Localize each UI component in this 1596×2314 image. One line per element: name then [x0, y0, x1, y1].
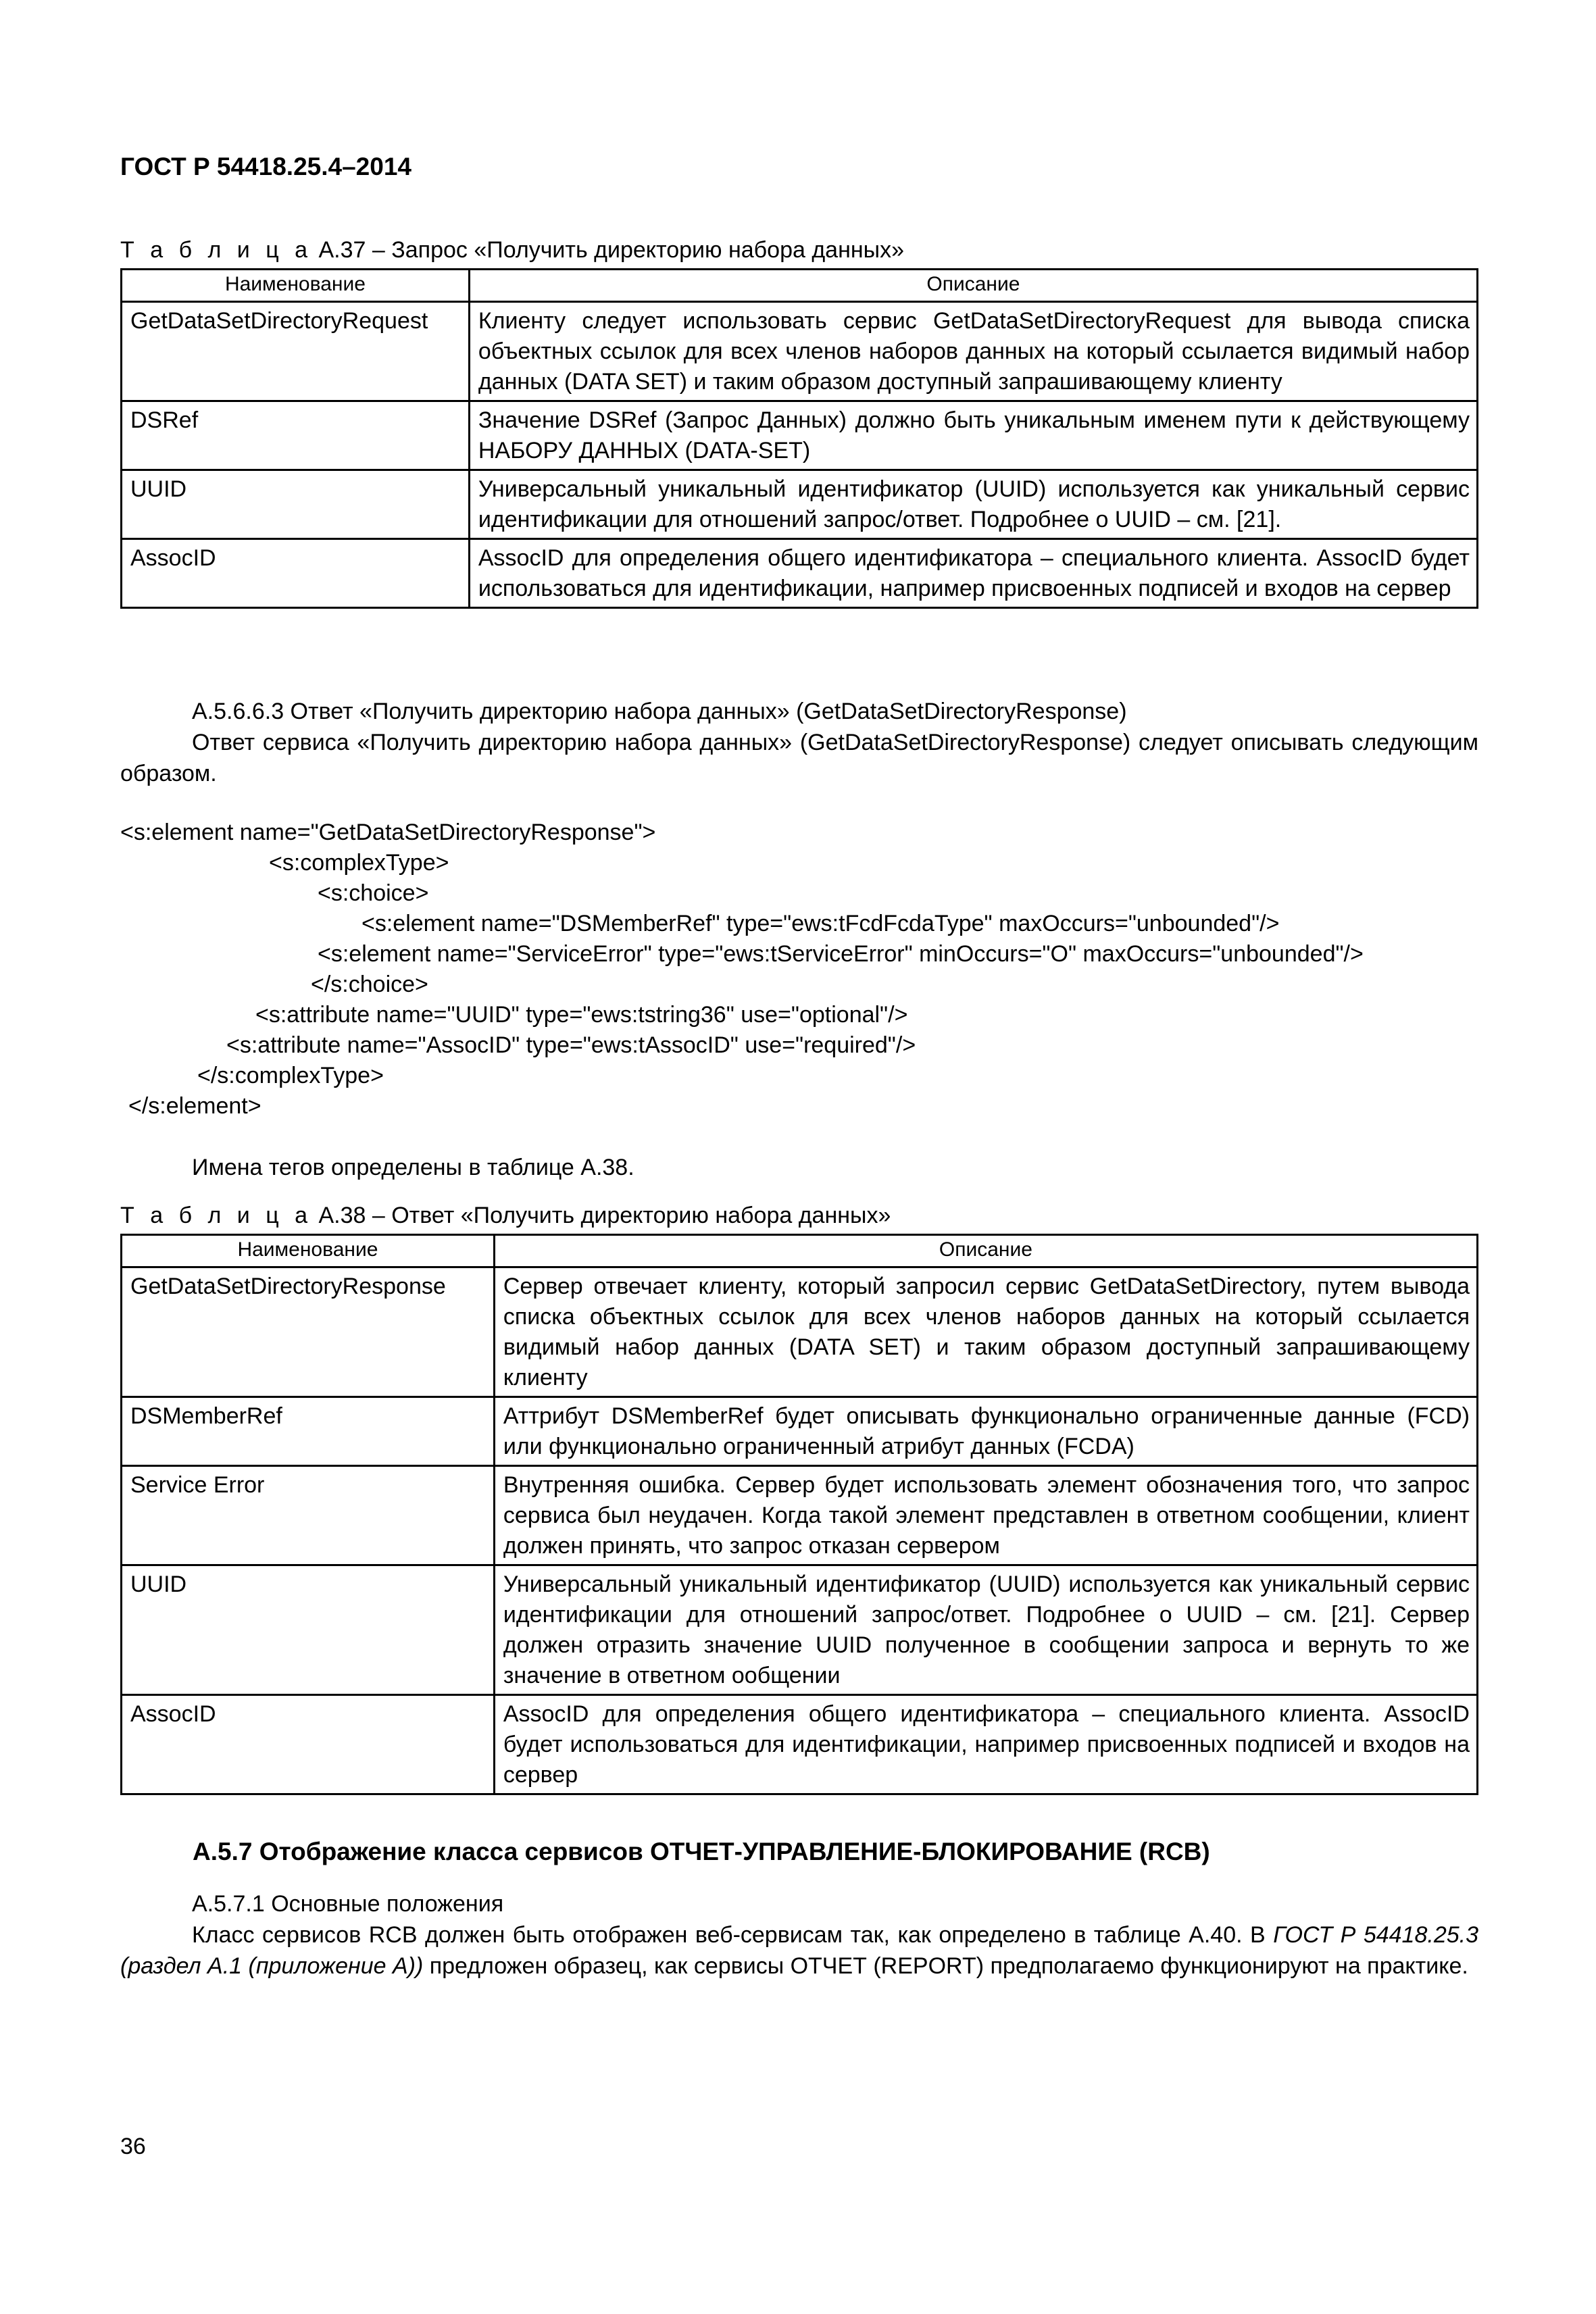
- table-37-header-row: [122, 270, 1478, 302]
- table-37: [120, 268, 1478, 609]
- table-cell-name: DSMemberRef: [122, 1397, 495, 1466]
- section-a57: [120, 1888, 1478, 1982]
- document-code: ГОСТ Р 54418.25.4–2014: [120, 153, 412, 180]
- table-cell-name: AssocID: [122, 1695, 495, 1794]
- table-37-caption: [120, 235, 904, 265]
- table-cell-desc: Универсальный уникальный идентификатор (UUID) используется как уникальный сервис идентификации для отношений запрос/ответ. Подробнее о UUID – см. [21]. Сервер должен отразить значение UUID полученное в сообщении запроса и вернуть то же значение в ответном ообщении: [494, 1565, 1477, 1695]
- code-line: </s:choice>: [311, 972, 428, 997]
- standard-reference: ГОСТ Р 54418.25.3 (раздел А.1 (приложение А)): [120, 1922, 1478, 1979]
- table-cell-name: AssocID: [122, 539, 470, 608]
- table-cell-name: Service Error: [122, 1466, 495, 1565]
- table-cell-desc: AssocID для определения общего идентификатора – специального клиента. AssocID будет использоваться для идентификации, например присвоенных подписей и входов на сервер: [469, 539, 1477, 608]
- code-line: </s:complexType>: [197, 1063, 384, 1088]
- table-cell-desc: Клиенту следует использовать сервис GetDataSetDirectoryRequest для вывода списка объектных ссылок для всех членов наборов данных на который ссылается видимый набор данных (DATA SET) и таким образом доступный запрашивающему клиенту: [469, 302, 1477, 401]
- table-cell-desc: Аттрибут DSMemberRef будет описывать функционально ограниченные данные (FCD) или функционально ограниченный атрибут данных (FCDA): [494, 1397, 1477, 1466]
- table-37-col-name: Наименование: [122, 270, 470, 302]
- table-row: [122, 302, 1478, 401]
- section-a571-heading: А.5.7.1 Основные положения: [192, 1891, 504, 1917]
- table-row: [122, 1695, 1478, 1794]
- section-a57-title: А.5.7 Отображение класса сервисов ОТЧЕТ-УПРАВЛЕНИЕ-БЛОКИРОВАНИЕ (RCB): [193, 1838, 1210, 1865]
- table-37-caption-label: Т а б л и ц а: [120, 237, 313, 263]
- table-cell-name: UUID: [122, 1565, 495, 1695]
- table-row: [122, 1397, 1478, 1466]
- code-line: <s:element name="DSMemberRef" type="ews:tFcdFcdaType" maxOccurs="unbounded"/>: [361, 911, 1280, 936]
- table-cell-name: DSRef: [122, 401, 470, 470]
- table-37-col-desc: Описание: [469, 270, 1477, 302]
- table-cell-name: GetDataSetDirectoryResponse: [122, 1267, 495, 1397]
- table-37-caption-text: А.37 – Запрос «Получить директорию набора данных»: [312, 237, 904, 263]
- code-line: <s:choice>: [318, 880, 429, 906]
- table-38-col-desc: Описание: [494, 1235, 1477, 1267]
- table-row: [122, 1267, 1478, 1397]
- table-cell-desc: Внутренняя ошибка. Сервер будет использовать элемент обозначения того, что запрос сервиса был неудачен. Когда такой элемент представлен в ответном сообщении, клиент должен принять, что запрос отказан сервером: [494, 1466, 1477, 1565]
- table-cell-desc: Сервер отвечает клиенту, который запросил сервис GetDataSetDirectory, путем вывода списка объектных ссылок для всех членов наборов данных на который ссылается видимый набор данных (DATA SET) и таким образом доступный запрашивающему клиенту: [494, 1267, 1477, 1397]
- page-number: 36: [120, 2134, 146, 2159]
- section-a5663-heading: А.5.6.6.3 Ответ «Получить директорию набора данных» (GetDataSetDirectoryResponse): [192, 699, 1127, 724]
- code-line: <s:attribute name="UUID" type="ews:tstring36" use="optional"/>: [255, 1002, 908, 1028]
- table-row: [122, 539, 1478, 608]
- table-38-caption-text: А.38 – Ответ «Получить директорию набора данных»: [312, 1203, 891, 1228]
- table-38: [120, 1234, 1478, 1795]
- table-38-header-row: [122, 1235, 1478, 1267]
- table-row: [122, 1466, 1478, 1565]
- table-cell-name: UUID: [122, 470, 470, 539]
- code-line: <s:element name="ServiceError" type="ews:tServiceError" minOccurs="O" maxOccurs="unbounded"/>: [318, 941, 1364, 967]
- code-line: <s:complexType>: [269, 850, 449, 876]
- table-cell-desc: AssocID для определения общего идентификатора – специального клиента. AssocID будет использоваться для идентификации, например присвоенных подписей и входов на сервер: [494, 1695, 1477, 1794]
- table-row: [122, 470, 1478, 539]
- table-38-caption-label: Т а б л и ц а: [120, 1203, 313, 1228]
- section-a5663-body: Ответ сервиса «Получить директорию набора данных» (GetDataSetDirectoryResponse) следует описывать следующим образом.: [120, 730, 1478, 786]
- table-cell-desc: Универсальный уникальный идентификатор (UUID) используется как уникальный сервис идентификации для отношений запрос/ответ. Подробнее о UUID – см. [21].: [469, 470, 1477, 539]
- table-cell-desc: Значение DSRef (Запрос Данных) должно быть уникальным именем пути к действующему НАБОРУ ДАННЫХ (DATA-SET): [469, 401, 1477, 470]
- code-line: <s:element name="GetDataSetDirectoryResponse">: [120, 820, 656, 845]
- table-row: [122, 1565, 1478, 1695]
- section-a5663: [120, 696, 1478, 789]
- table-38-col-name: Наименование: [122, 1235, 495, 1267]
- code-line: <s:attribute name="AssocID" type="ews:tAssocID" use="required"/>: [226, 1032, 916, 1058]
- code-line: </s:element>: [128, 1093, 261, 1119]
- section-a57-body: Класс сервисов RCB должен быть отображен веб-сервисам так, как определено в таблице А.40. В ГОСТ Р 54418.25.3 (раздел А.1 (приложение А)) предложен образец, как сервисы ОТЧЕТ (REPORT) предполагаемо функционируют на практике.: [120, 1922, 1478, 1979]
- table-38-caption: [120, 1201, 891, 1230]
- table-cell-name: GetDataSetDirectoryRequest: [122, 302, 470, 401]
- table-row: [122, 401, 1478, 470]
- tags-note: Имена тегов определены в таблице А.38.: [192, 1155, 634, 1180]
